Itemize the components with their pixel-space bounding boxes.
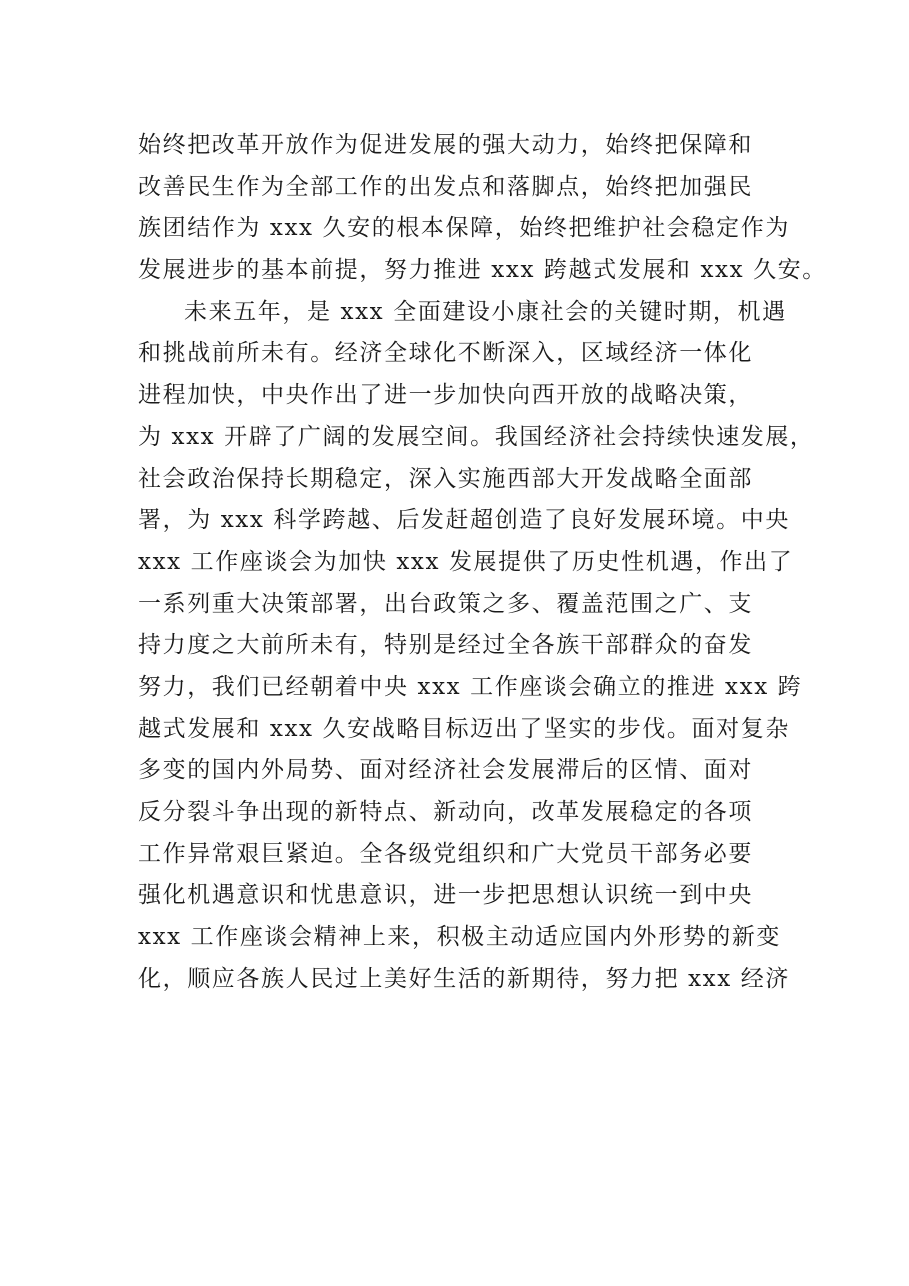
- text-line: 努力，我们已经朝着中央 xxx 工作座谈会确立的推进 xxx 跨: [138, 673, 803, 700]
- body-text: [138, 125, 827, 1000]
- text-line: 化，顺应各族人民过上美好生活的新期待，努力把 xxx 经济: [138, 965, 790, 992]
- text-line: 社会政治保持长期稳定，深入实施西部大开发战略全面部: [138, 465, 753, 492]
- text-line: 工作异常艰巨紧迫。全各级党组织和广大党员干部务必要: [138, 840, 753, 867]
- paragraph-start-line: 未来五年，是 xxx 全面建设小康社会的关键时期，机遇: [184, 298, 787, 325]
- text-line: 越式发展和 xxx 久安战略目标迈出了坚实的步伐。面对复杂: [138, 715, 790, 742]
- text-line: 进程加快，中央作出了进一步加快向西开放的战略决策，: [138, 382, 753, 409]
- text-line: 为 xxx 开辟了广阔的发展空间。我国经济社会持续快速发展，: [138, 423, 815, 450]
- text-line: 族团结作为 xxx 久安的根本保障，始终把维护社会稳定作为: [138, 215, 790, 242]
- text-line: 一系列重大决策部署，出台政策之多、覆盖范围之广、支: [138, 590, 753, 617]
- text-line: 反分裂斗争出现的新特点、新动向，改革发展稳定的各项: [138, 799, 753, 825]
- text-line: xxx 工作座谈会为加快 xxx 发展提供了历史性机遇，作出了: [138, 548, 794, 575]
- text-line: 始终把改革开放作为促进发展的强大动力，始终把保障和: [138, 132, 753, 158]
- text-line: 和挑战前所未有。经济全球化不断深入，区域经济一体化: [138, 340, 753, 367]
- text-line: 多变的国内外局势、面对经济社会发展滞后的区情、面对: [138, 757, 753, 784]
- text-line: 改善民生作为全部工作的出发点和落脚点，始终把加强民: [138, 173, 753, 200]
- text-line: 强化机遇意识和忧患意识，进一步把思想认识统一到中央: [138, 882, 753, 909]
- text-line: 署，为 xxx 科学跨越、后发赶超创造了良好发展环境。中央: [138, 507, 790, 534]
- text-line: 发展进步的基本前提，努力推进 xxx 跨越式发展和 xxx 久安。: [138, 257, 827, 284]
- text-line: xxx 工作座谈会精神上来，积极主动适应国内外形势的新变: [138, 924, 782, 951]
- text-line: 持力度之大前所未有，特别是经过全各族干部群众的奋发: [138, 632, 753, 659]
